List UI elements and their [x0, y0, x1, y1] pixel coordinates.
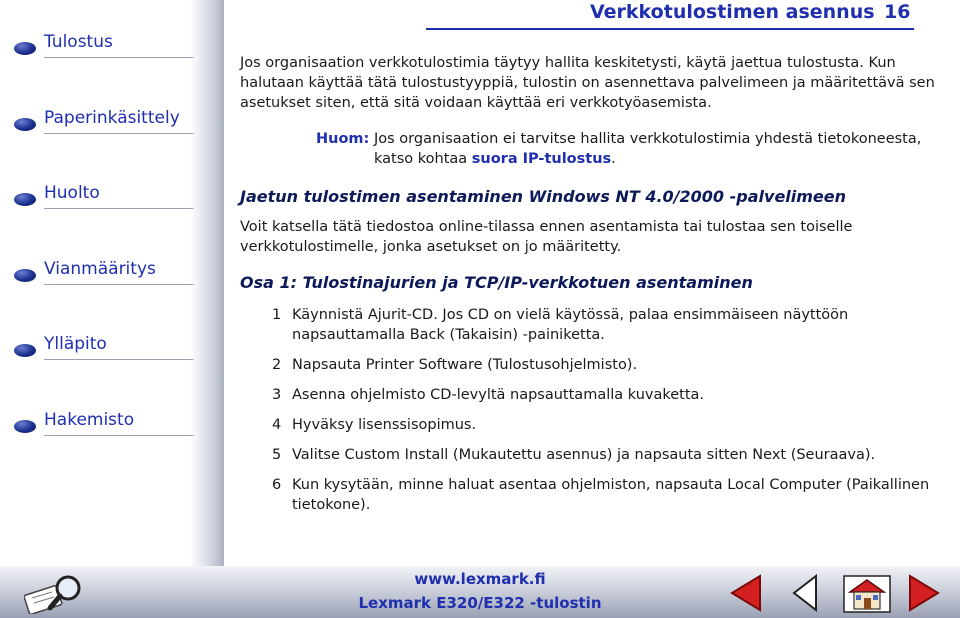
footer-product-name: Lexmark E320/E322 -tulostin	[358, 594, 602, 612]
bullet-icon	[14, 420, 36, 433]
note-label: Huom:	[316, 131, 370, 147]
sidebar-item-underline	[44, 208, 194, 209]
sidebar-shadow	[190, 0, 224, 566]
sidebar-item-huolto[interactable]	[14, 183, 194, 223]
list-item	[240, 415, 940, 435]
steps-heading: Osa 1: Tulostinajurien ja TCP/IP-verkkotuen asentaminen	[240, 273, 753, 292]
sidebar	[0, 0, 218, 566]
step-number: 6	[272, 477, 282, 493]
step-text: Käynnistä Ajurit-CD. Jos CD on vielä käytössä, palaa ensimmäiseen näyttöön napsauttamalla Back (Takaisin) -painiketta.	[292, 307, 849, 343]
list-item	[240, 475, 940, 515]
page-title: Verkkotulostimen asennus	[590, 1, 875, 23]
magnifier-icon	[24, 574, 86, 614]
sidebar-item-label: Huolto	[44, 183, 100, 203]
header-divider	[426, 28, 914, 30]
section-paragraph: Voit katsella tätä tiedostoa online-tilassa ennen asentamista tai tulostaa sen toiselle verkkotulostimelle, jonka asetukset on jo määritetty.	[240, 219, 853, 255]
step-number: 4	[272, 417, 282, 433]
note-end: .	[611, 151, 616, 167]
sidebar-item-underline	[44, 133, 194, 134]
note-text	[318, 129, 940, 169]
bullet-icon	[14, 344, 36, 357]
sidebar-item-label: Vianmääritys	[44, 259, 156, 279]
sidebar-item-underline	[44, 57, 194, 58]
sidebar-item-yllapito[interactable]	[14, 334, 194, 374]
sidebar-item-tulostus[interactable]	[14, 32, 194, 72]
sidebar-item-label: Hakemisto	[44, 410, 135, 430]
sidebar-item-underline	[44, 359, 194, 360]
note-block	[240, 129, 940, 169]
bullet-icon	[14, 193, 36, 206]
main-content	[240, 53, 940, 525]
back-button[interactable]	[786, 574, 822, 612]
step-number: 3	[272, 387, 282, 403]
sidebar-item-paperinkasittely[interactable]	[14, 108, 194, 148]
intro-paragraph: Jos organisaation verkkotulostimia täytyy hallita keskitetysti, käytä jaettua tulostusta. Kun halutaan käyttää tätä tulostustyyppiä, tulostin on asennettava palvelimeen ja määritettävä sen asetukset siten, että sitä voidaan käyttää eri verkkotyöasemista.	[240, 55, 935, 111]
ip-printing-link[interactable]: suora IP-tulostus	[471, 151, 612, 167]
list-item	[240, 445, 940, 465]
step-text: Valitse Custom Install (Mukautettu asennus) ja napsauta sitten Next (Seuraava).	[292, 447, 876, 463]
arrow-right-icon	[906, 574, 942, 612]
sidebar-item-vianmaaritys[interactable]	[14, 259, 194, 299]
page-number: 16	[884, 1, 911, 23]
back-arrow-icon	[786, 574, 822, 612]
home-button[interactable]	[842, 574, 892, 612]
bullet-icon	[14, 42, 36, 55]
step-number: 2	[272, 357, 282, 373]
next-page-button[interactable]	[906, 574, 942, 612]
bullet-icon	[14, 118, 36, 131]
footer-url-link[interactable]: www.lexmark.fi	[414, 570, 546, 588]
list-item	[240, 305, 940, 345]
sidebar-item-label: Ylläpito	[44, 334, 107, 354]
step-text: Kun kysytään, minne haluat asentaa ohjelmiston, napsauta Local Computer (Paikallinen tietokone).	[292, 477, 930, 513]
step-text: Hyväksy lisenssisopimus.	[292, 417, 477, 433]
sidebar-item-label: Paperinkäsittely	[44, 108, 180, 128]
step-number: 5	[272, 447, 282, 463]
bullet-icon	[14, 269, 36, 282]
step-number: 1	[272, 307, 282, 323]
list-item	[240, 355, 940, 375]
sidebar-item-underline	[44, 284, 194, 285]
home-icon	[842, 574, 892, 614]
sidebar-item-underline	[44, 435, 194, 436]
list-item	[240, 385, 940, 405]
step-text: Napsauta Printer Software (Tulostusohjelmisto).	[292, 357, 638, 373]
note-body: Jos organisaation ei tarvitse hallita verkkotulostimia yhdestä tietokoneesta, katso kohtaa	[374, 131, 922, 167]
sidebar-item-hakemisto[interactable]	[14, 410, 194, 450]
footer-bar	[0, 566, 960, 618]
step-text: Asenna ohjelmisto CD-levyltä napsauttamalla kuvaketta.	[292, 387, 705, 403]
search-button[interactable]	[24, 574, 86, 612]
sidebar-item-label: Tulostus	[44, 32, 113, 52]
arrow-left-icon	[728, 574, 764, 612]
previous-page-button[interactable]	[728, 574, 764, 612]
section-heading: Jaetun tulostimen asentaminen Windows NT 4.0/2000 -palvelimeen	[240, 187, 847, 206]
